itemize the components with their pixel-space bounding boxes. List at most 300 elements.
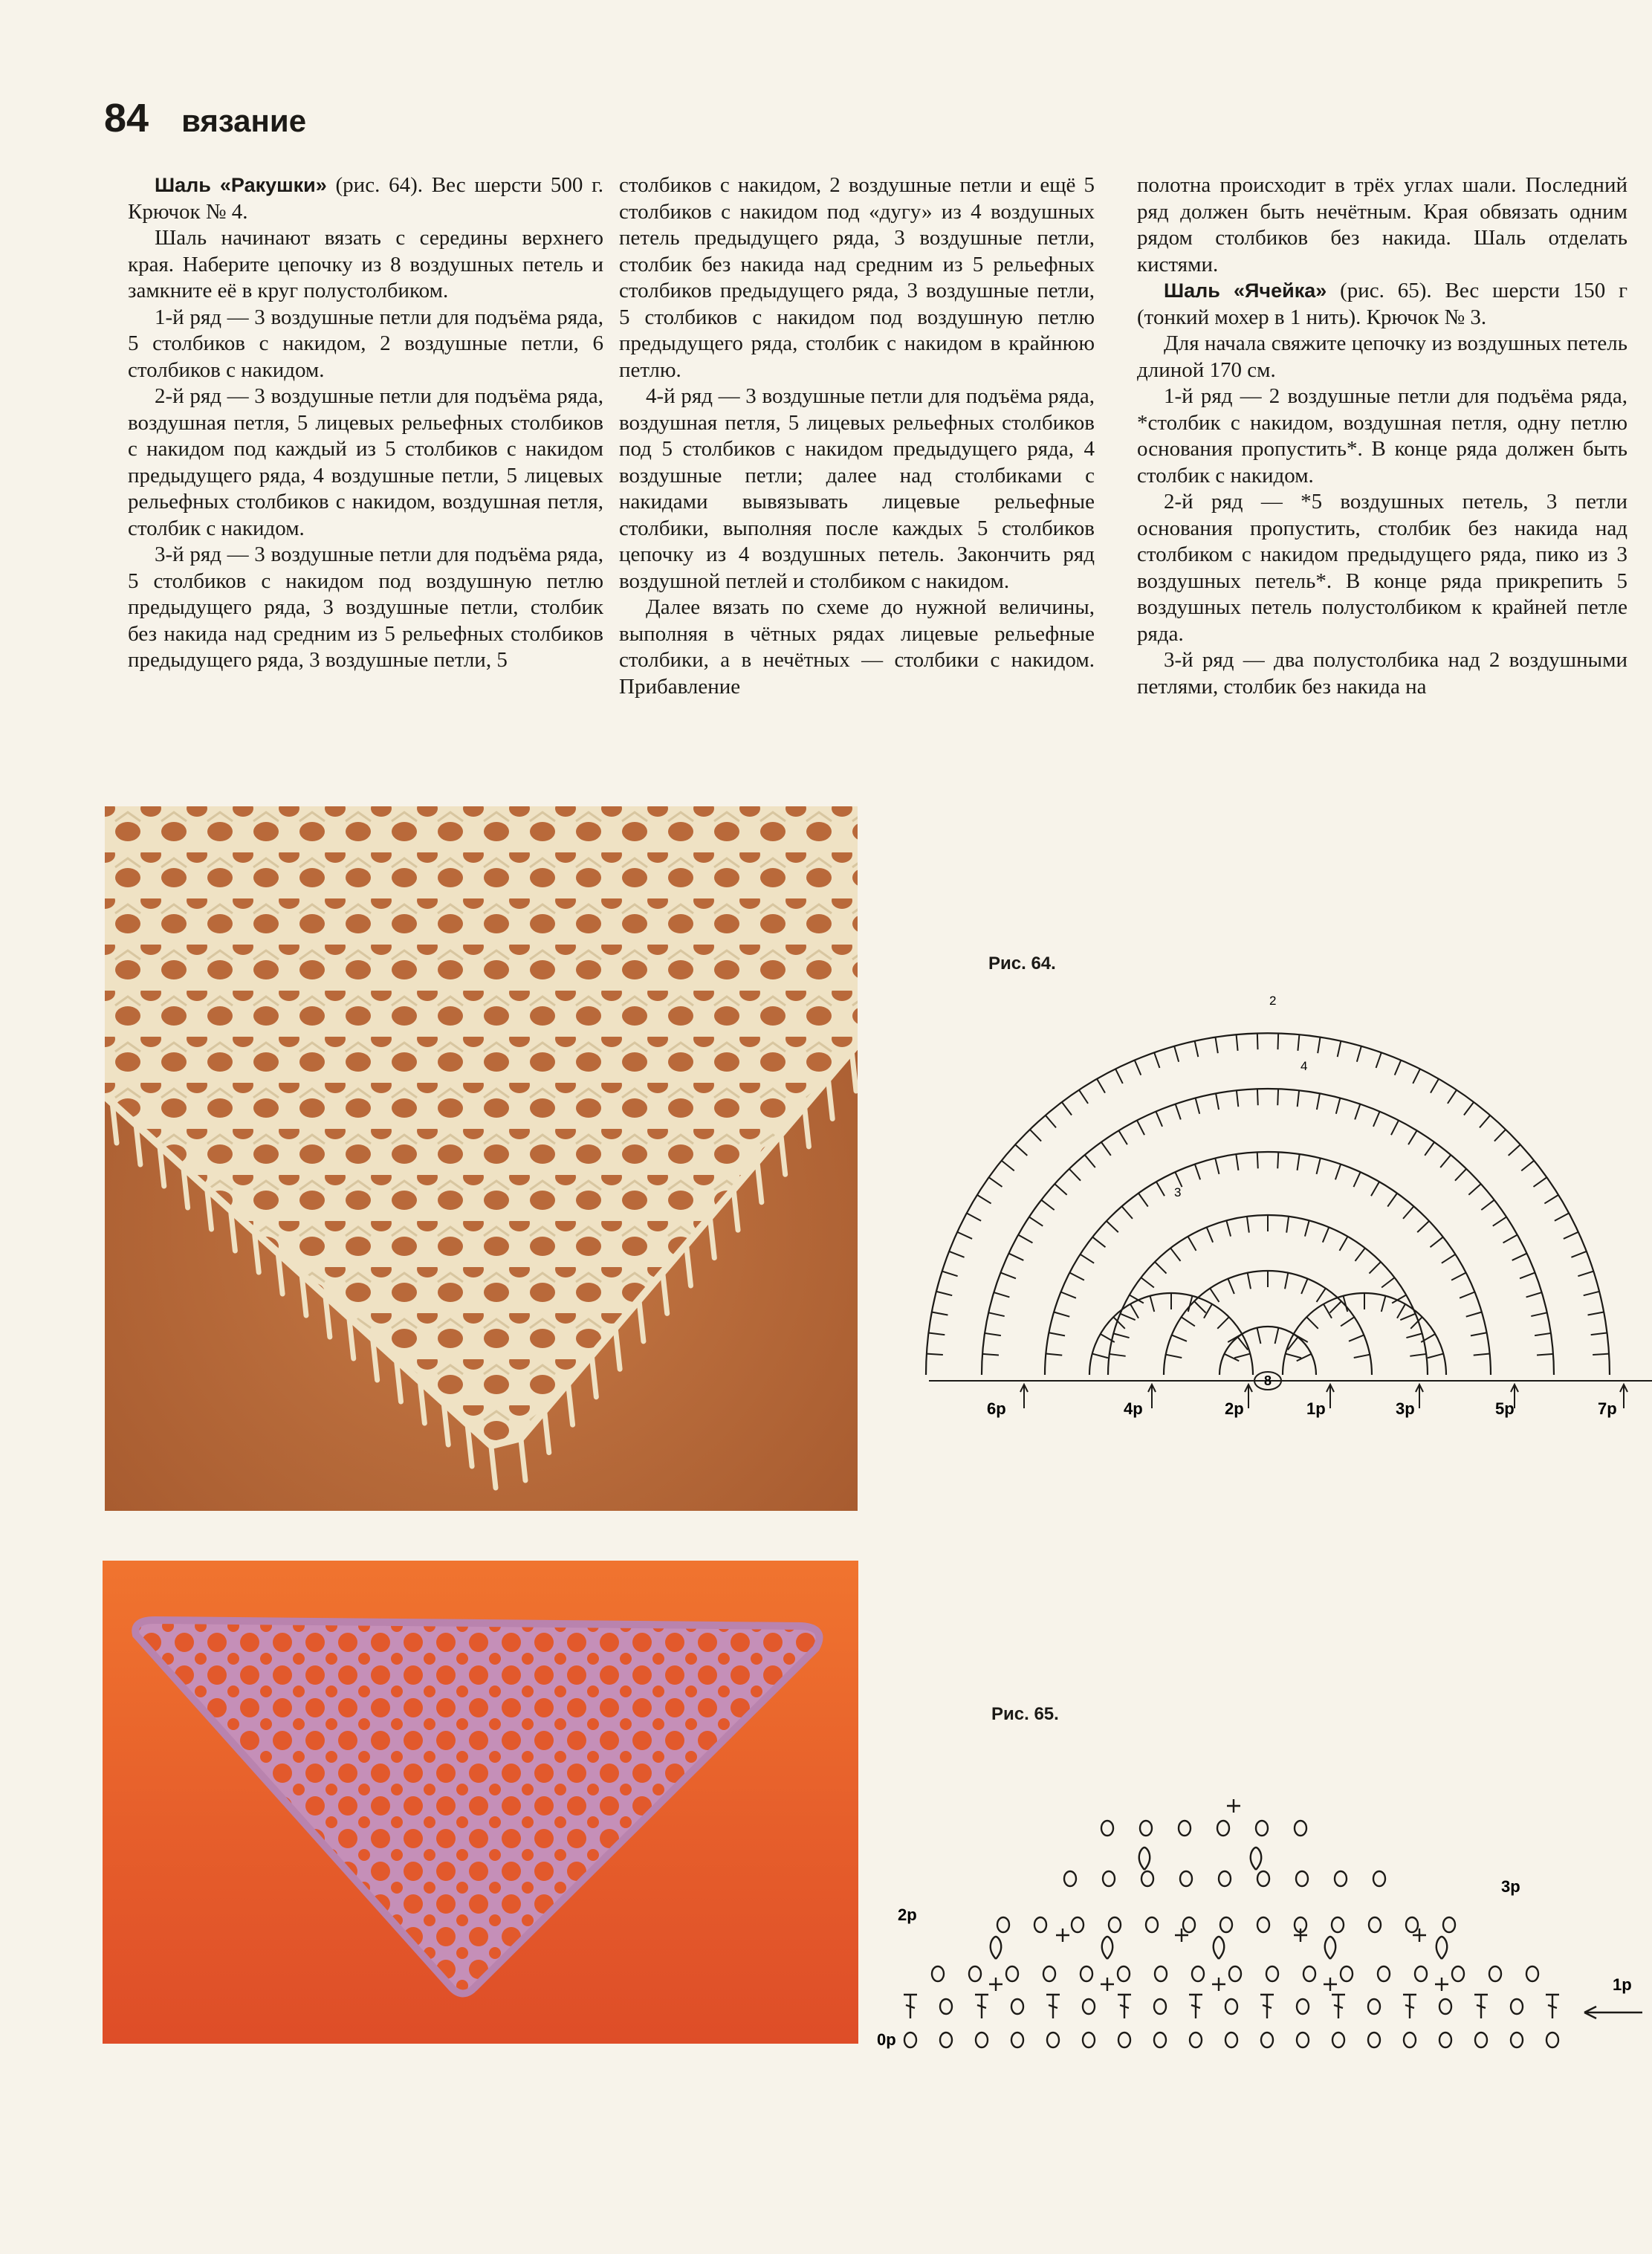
pattern-spec: (рис. 64). Вес шерсти 500 г. Крючок № 4. <box>128 173 603 224</box>
chain-stitch <box>1011 2033 1023 2047</box>
paragraph: 3-й ряд — два полустолбика над 2 воздушными петлями, столбик без накида на <box>1137 648 1627 699</box>
chain-stitch <box>1141 1871 1153 1886</box>
row-start-arrow <box>1584 2007 1642 2018</box>
single-crochet-symbol <box>989 1978 1002 1991</box>
chain-stitch <box>1006 1966 1018 1981</box>
stitch-mark <box>1448 1090 1457 1104</box>
chain-stitch <box>1064 1871 1076 1886</box>
stitch-mark <box>1376 1052 1381 1068</box>
stitch-mark <box>1247 1217 1249 1233</box>
double-crochet-symbol <box>1546 1995 1559 2018</box>
stitch-mark <box>1338 1041 1341 1057</box>
stitch-mark <box>1494 1130 1506 1141</box>
stitch-mark <box>1113 1333 1129 1338</box>
stitch-mark <box>1584 1292 1599 1295</box>
stitch-mark <box>1122 1206 1133 1219</box>
paragraph: 2-й ряд — *5 воздушных петель, 3 петли основания пропустить, столбик без накида над столбиком с накидом предыдущего ряда, пико из 3 воздушных петель*. В конце ряда прикрепить 5 воздушных петель полустолбиком к крайней петле ряда. <box>1137 490 1627 646</box>
row-label: 2р <box>1225 1399 1244 1418</box>
stitch-mark <box>1503 1235 1517 1243</box>
chain-stitch <box>1297 2033 1309 2047</box>
row-label: 1р <box>1613 1975 1632 1994</box>
chain-stitch <box>1101 1821 1113 1836</box>
chain-stitch <box>1083 2033 1095 2047</box>
stitch-mark <box>1408 1130 1416 1144</box>
stitch-mark <box>1349 1335 1364 1341</box>
stitch-mark <box>1480 1115 1490 1128</box>
picot-symbol <box>1214 1937 1224 1959</box>
stitch-mark <box>1466 1312 1482 1316</box>
stitch-mark <box>1069 1169 1081 1181</box>
stitch-mark <box>1413 1069 1420 1084</box>
chain-stitch <box>1183 1917 1195 1932</box>
page-number: 84 <box>104 96 149 140</box>
stitch-mark <box>1170 1248 1180 1260</box>
stitch-mark <box>1228 1279 1234 1294</box>
single-crochet-symbol <box>1212 1978 1225 1991</box>
stitch-mark <box>1329 1301 1341 1313</box>
double-crochet-symbol <box>904 1995 917 2018</box>
stitch-mark <box>1069 1273 1084 1280</box>
stitch-mark <box>1137 1121 1144 1136</box>
chain-stitch <box>1154 1999 1166 2014</box>
stitch-mark <box>1425 1142 1434 1156</box>
stitch-mark <box>1101 1142 1111 1156</box>
stitch-mark <box>1092 1237 1105 1248</box>
stitch-mark <box>1431 1237 1443 1248</box>
stitch-mark <box>1318 1037 1320 1053</box>
stitch-mark <box>957 1232 972 1239</box>
shawl-yacheika-photo <box>103 1561 858 2044</box>
text-column-3 <box>1137 172 1627 700</box>
stitch-mark <box>1018 1235 1032 1243</box>
chain-stitch <box>940 1999 952 2014</box>
stitch-mark <box>942 1272 958 1277</box>
stitch-mark <box>1521 1161 1534 1171</box>
chain-stitch <box>1439 2033 1451 2047</box>
figure-caption: Рис. 64. <box>988 953 1056 974</box>
chain-stitch <box>1452 1966 1464 1981</box>
row-label: 1р <box>1306 1399 1326 1418</box>
row-arrow <box>1416 1385 1423 1408</box>
stitch-mark <box>1474 1353 1490 1355</box>
chain-stitch <box>1154 2033 1166 2047</box>
stitch-mark <box>1275 1328 1279 1344</box>
stitch-mark <box>1234 1354 1250 1358</box>
stitch-mark <box>1257 1328 1261 1344</box>
stitch-mark <box>1041 1200 1054 1210</box>
stitch-mark <box>967 1213 981 1220</box>
stitch-mark <box>988 1312 1004 1316</box>
stitch-mark <box>1555 1213 1569 1220</box>
chain-stitch <box>904 2033 916 2047</box>
stitch-mark <box>1207 1227 1213 1242</box>
stitch-mark <box>1335 1164 1341 1179</box>
chain-stitch <box>1180 1871 1192 1886</box>
chain-stitch <box>1179 1821 1191 1836</box>
stitch-mark <box>1451 1273 1466 1280</box>
text-column-2 <box>619 172 1095 700</box>
chain-stitch <box>1034 1917 1046 1932</box>
stitch-mark <box>1442 1254 1456 1263</box>
stitch-mark <box>1395 1060 1402 1075</box>
stitch-mark <box>1537 1354 1553 1356</box>
stitch-mark <box>1226 1220 1231 1236</box>
stitch-mark <box>1156 1182 1165 1196</box>
row-arrow <box>1020 1385 1028 1408</box>
stitch-mark <box>1578 1272 1593 1277</box>
stitch-mark <box>1403 1206 1413 1219</box>
stitch-mark <box>1210 1289 1219 1302</box>
crochet-chart-64 <box>914 974 1652 1434</box>
stitch-mark <box>1257 1033 1258 1049</box>
stitch-mark <box>1135 1060 1141 1075</box>
stitch-mark <box>1060 1292 1075 1298</box>
row-arrow <box>1245 1385 1252 1408</box>
stitch-mark <box>932 1312 948 1315</box>
stitch-mark <box>1341 1317 1354 1326</box>
stitch-mark <box>1431 1079 1439 1093</box>
stitch-mark <box>1520 1272 1535 1278</box>
double-crochet-symbol <box>1332 1995 1345 2018</box>
row-label: 5р <box>1495 1399 1515 1418</box>
chain-stitch <box>1406 1917 1418 1932</box>
stitch-mark <box>1277 1033 1278 1049</box>
chart-arc <box>982 1089 1554 1375</box>
double-crochet-symbol <box>1403 1995 1416 2018</box>
stitch-mark <box>1215 1037 1217 1053</box>
double-crochet-symbol <box>1046 1995 1060 2018</box>
stitch-mark <box>1391 1121 1399 1136</box>
stitch-mark <box>1054 1312 1069 1316</box>
chain-stitch <box>1118 1966 1130 1981</box>
chain-stitch <box>1011 1999 1023 2014</box>
picot-symbol <box>1251 1847 1261 1870</box>
chain-stitch <box>1526 1966 1538 1981</box>
stitch-mark <box>949 1251 965 1257</box>
stitch-mark <box>1195 1041 1199 1057</box>
pattern-title: Шаль «Ячейка» <box>1164 279 1327 302</box>
chain-stitch <box>1303 1966 1315 1981</box>
stitch-mark <box>1008 1254 1023 1260</box>
figure-caption: Рис. 65. <box>991 1704 1059 1724</box>
stitch-mark <box>1141 1277 1153 1287</box>
stitch-mark <box>1417 1221 1429 1232</box>
chain-stitch <box>1103 1871 1115 1886</box>
paragraph: Далее вязать по схеме до нужной величины, выполняя в чётных рядах лицевые рельефные столбики, а в нечётных — столбики с накидом. Прибавление <box>619 595 1095 699</box>
stitch-mark <box>1400 1314 1415 1320</box>
chain-stitch <box>1332 1917 1344 1932</box>
chain-stitch <box>1072 1917 1083 1932</box>
stitch-mark <box>1468 1184 1480 1195</box>
stitch-mark <box>1410 1354 1426 1356</box>
chart-arc <box>926 1033 1610 1375</box>
stitch-mark <box>1526 1292 1542 1297</box>
stitch-mark <box>1062 1102 1072 1115</box>
stitch-mark <box>1464 1102 1474 1115</box>
stitch-mark <box>1588 1312 1604 1315</box>
chain-stitch <box>1404 2033 1416 2047</box>
chain-stitch <box>1146 1917 1158 1932</box>
chain-stitch <box>940 2033 952 2047</box>
stitch-mark <box>1591 1332 1607 1335</box>
stitch-mark <box>1286 1217 1289 1233</box>
stitch-mark <box>982 1354 999 1356</box>
stitch-mark <box>1371 1182 1379 1196</box>
stitch-mark <box>989 1177 1002 1187</box>
stitch-mark <box>1564 1232 1578 1239</box>
chain-stitch <box>1439 1999 1451 2014</box>
page-header <box>104 95 306 141</box>
row-label: 2р <box>898 1905 917 1924</box>
row-arrow <box>1148 1385 1156 1408</box>
chart-arc-label: 2 <box>1269 994 1277 1008</box>
chain-stitch <box>1083 1999 1095 2014</box>
stitch-mark <box>1055 1184 1066 1195</box>
stitch-mark <box>1428 1354 1443 1358</box>
stitch-mark <box>1002 1161 1014 1171</box>
stitch-mark <box>1317 1158 1321 1173</box>
stitch-mark <box>1097 1079 1105 1093</box>
stitch-mark <box>928 1332 945 1335</box>
row-label: 6р <box>987 1399 1006 1418</box>
paragraph: полотна происходит в трёх углах шали. Последний ряд должен быть нечётным. Края обвязать одним рядом столбиков без накида. Шаль отделать кистями. <box>1137 173 1627 276</box>
stitch-mark <box>1531 1312 1546 1316</box>
stitch-mark <box>1172 1335 1187 1341</box>
stitch-mark <box>977 1195 991 1204</box>
chain-stitch <box>1192 1966 1204 1981</box>
stitch-mark <box>1460 1292 1474 1298</box>
stitch-mark <box>1369 1262 1381 1274</box>
stitch-mark <box>1306 1317 1318 1329</box>
chain-stitch <box>1081 1966 1092 1981</box>
stitch-mark <box>1571 1251 1587 1257</box>
stitch-mark <box>1440 1155 1451 1168</box>
chain-stitch <box>1217 1821 1229 1836</box>
stitch-mark <box>1046 1353 1062 1355</box>
stitch-mark <box>1000 1272 1016 1278</box>
stitch-mark <box>1406 1333 1422 1338</box>
chain-stitch <box>1225 2033 1237 2047</box>
single-crochet-symbol <box>1227 1799 1240 1813</box>
chain-stitch <box>1415 1966 1427 1981</box>
row-arrow <box>1620 1385 1627 1408</box>
paragraph: столбиков с накидом, 2 воздушные петли и ещё 5 столбиков с накидом под «дугу» из 4 воздушных петель предыдущего ряда, 3 воздушные петли, столбик без накида над средним из 5 рельефных столбиков предыдущего ряда, 3 воздушные петли, 5 столбиков с накидом под воздушную петлю предыдущего ряда, столбик с накидом в крайнюю петлю. <box>619 173 1095 382</box>
section-title: вязание <box>181 103 307 138</box>
stitch-mark <box>1156 1112 1162 1127</box>
stitch-mark <box>1154 1052 1159 1068</box>
stitch-mark <box>1182 1317 1195 1326</box>
stitch-mark <box>1107 1221 1118 1232</box>
stitch-mark <box>1079 1090 1088 1104</box>
chain-stitch <box>1369 1917 1381 1932</box>
stitch-mark <box>1298 1034 1299 1051</box>
stitch-mark <box>1305 1220 1309 1236</box>
chart-arc-label: 4 <box>1300 1059 1308 1073</box>
paragraph <box>1137 278 1627 331</box>
stitch-mark <box>1015 1144 1027 1156</box>
stitch-mark <box>1217 1317 1229 1329</box>
text-column-1 <box>128 172 603 674</box>
chain-stitch <box>1546 2033 1558 2047</box>
stitch-mark <box>1277 1152 1278 1168</box>
chain-stitch <box>1368 1999 1380 2014</box>
stitch-mark <box>1317 1289 1326 1302</box>
stitch-mark <box>1298 1090 1299 1107</box>
chain-stitch <box>1261 2033 1273 2047</box>
chain-stitch <box>1219 1871 1231 1886</box>
stitch-mark <box>1373 1112 1380 1127</box>
chain-stitch <box>1257 1917 1269 1932</box>
stitch-mark <box>985 1333 1001 1335</box>
stitch-mark <box>1493 1217 1506 1226</box>
pattern-title: Шаль «Ракушки» <box>155 174 327 196</box>
stitch-mark <box>1237 1090 1238 1107</box>
stitch-mark <box>1544 1195 1558 1204</box>
stitch-mark <box>1174 1046 1179 1062</box>
chain-stitch <box>1109 1917 1121 1932</box>
stitch-mark <box>1340 1237 1348 1251</box>
picot-symbol <box>1139 1847 1150 1870</box>
stitch-mark <box>1323 1227 1329 1242</box>
picot-symbol <box>1436 1937 1447 1959</box>
chain-stitch <box>1043 1966 1055 1981</box>
chain-stitch <box>1225 1999 1237 2014</box>
stitch-mark <box>1285 1273 1288 1289</box>
stitch-mark <box>1353 1172 1360 1187</box>
chain-stitch <box>1335 1871 1347 1886</box>
double-crochet-symbol <box>975 1995 988 2018</box>
single-crochet-symbol <box>1101 1978 1114 1991</box>
row-label: 3р <box>1501 1877 1520 1896</box>
stitch-mark <box>927 1354 943 1355</box>
stitch-mark <box>1110 1354 1126 1356</box>
crochet-chart-65 <box>869 1754 1652 2066</box>
stitch-mark <box>1130 1304 1138 1318</box>
chain-stitch <box>1047 2033 1059 2047</box>
stitch-mark <box>1277 1089 1278 1105</box>
stitch-mark <box>1298 1154 1300 1170</box>
stitch-mark <box>1381 1296 1386 1312</box>
chain-stitch <box>1190 2033 1202 2047</box>
row-label: 7р <box>1598 1399 1617 1418</box>
stitch-mark <box>1155 1262 1167 1274</box>
chain-stitch <box>1378 1966 1390 1981</box>
picot-symbol <box>1102 1937 1112 1959</box>
paragraph: 1-й ряд — 2 воздушные петли для подъёма ряда, *столбик с накидом, воздушная петля, одну петлю основания пропустить*. В конце ряда должен быть столбик с накидом. <box>1137 384 1627 488</box>
stitch-mark <box>994 1292 1009 1297</box>
stitch-mark <box>1029 1217 1043 1226</box>
chain-stitch <box>1368 2033 1380 2047</box>
chain-stitch <box>997 1917 1009 1932</box>
stitch-mark <box>1248 1273 1251 1289</box>
stitch-mark <box>1046 1115 1056 1128</box>
chain-stitch <box>1220 1917 1232 1932</box>
stitch-mark <box>1150 1296 1155 1312</box>
stitch-mark <box>1195 1164 1200 1179</box>
picot-symbol <box>991 1937 1001 1959</box>
chain-stitch <box>1296 1871 1308 1886</box>
stitch-mark <box>1120 1314 1135 1320</box>
stitch-mark <box>1533 1177 1546 1187</box>
paragraph: 2-й ряд — 3 воздушные петли для подъёма ряда, воздушная петля, 5 лицевых рельефных столбиков с накидом под каждый из 5 столбиков с накидом предыдущего ряда, 4 воздушные петли, 5 лицевых рельефных столбиков с накидом, воздушная петля, столбик с накидом. <box>128 384 603 540</box>
paragraph: Шаль начинают вязать с середины верхнего края. Наберите цепочку из 8 воздушных петель и замкните её в круг полустолбиком. <box>128 226 603 302</box>
chain-stitch <box>1373 1871 1385 1886</box>
stitch-mark <box>936 1292 952 1295</box>
chain-stitch <box>1155 1966 1167 1981</box>
double-crochet-symbol <box>1189 1995 1202 2018</box>
chain-stitch <box>1266 1966 1278 1981</box>
stitch-mark <box>1355 1248 1364 1260</box>
chain-stitch <box>1475 2033 1487 2047</box>
chain-stitch <box>969 1966 981 1981</box>
chain-stitch <box>1489 1966 1501 1981</box>
stitch-mark <box>1215 1158 1219 1173</box>
chain-stitch <box>1341 1966 1353 1981</box>
single-crochet-symbol <box>1435 1978 1448 1991</box>
stitch-mark <box>1085 1155 1095 1168</box>
stitch-mark <box>1176 1104 1181 1120</box>
stitch-mark <box>1481 1200 1494 1210</box>
chain-stitch <box>1295 1821 1306 1836</box>
stitch-mark <box>1118 1130 1127 1144</box>
double-crochet-symbol <box>1260 1995 1274 2018</box>
chart-arc <box>1219 1327 1316 1375</box>
chain-stitch <box>1256 1821 1268 1836</box>
stitch-mark <box>1030 1130 1041 1141</box>
paragraph <box>128 172 603 225</box>
stitch-mark <box>1188 1237 1196 1251</box>
stitch-mark <box>1387 1194 1397 1207</box>
chain-stitch <box>1297 1999 1309 2014</box>
chain-stitch <box>976 2033 988 2047</box>
chain-stitch <box>1332 2033 1344 2047</box>
stitch-mark <box>1138 1194 1148 1207</box>
picot-symbol <box>1325 1937 1335 1959</box>
stitch-mark <box>1257 1152 1258 1168</box>
double-crochet-symbol <box>1474 1995 1488 2018</box>
shawl-rakushki-photo <box>105 806 858 1511</box>
row-label: 4р <box>1124 1399 1143 1418</box>
stitch-mark <box>1317 1093 1320 1110</box>
chain-stitch <box>1257 1871 1269 1886</box>
stitch-mark <box>1092 1354 1108 1358</box>
chain-stitch <box>1229 1966 1241 1981</box>
chart-center-label: 8 <box>1263 1373 1272 1388</box>
single-crochet-symbol <box>1056 1928 1069 1942</box>
stitch-mark <box>1471 1332 1487 1335</box>
stitch-mark <box>1357 1046 1361 1062</box>
chain-stitch <box>1511 1999 1523 2014</box>
stitch-mark <box>1381 1277 1394 1287</box>
stitch-mark <box>1257 1089 1258 1105</box>
stitch-mark <box>1512 1254 1527 1260</box>
stitch-mark <box>1081 1254 1095 1263</box>
chain-stitch <box>1443 1917 1455 1932</box>
paragraph: Для начала свяжите цепочку из воздушных петель длиной 170 см. <box>1137 331 1627 382</box>
stitch-mark <box>1237 1034 1238 1051</box>
stitch-mark <box>1236 1154 1238 1170</box>
stitch-mark <box>1301 1279 1307 1294</box>
stitch-mark <box>1593 1354 1609 1355</box>
stitch-mark <box>1455 1169 1466 1181</box>
stitch-mark <box>1216 1093 1219 1110</box>
stitch-mark <box>1115 1069 1123 1084</box>
stitch-mark <box>1509 1144 1520 1156</box>
stitch-mark <box>1166 1355 1182 1358</box>
row-label: 3р <box>1396 1399 1415 1418</box>
row-label: 0р <box>877 2030 896 2049</box>
chain-stitch <box>1511 2033 1523 2047</box>
